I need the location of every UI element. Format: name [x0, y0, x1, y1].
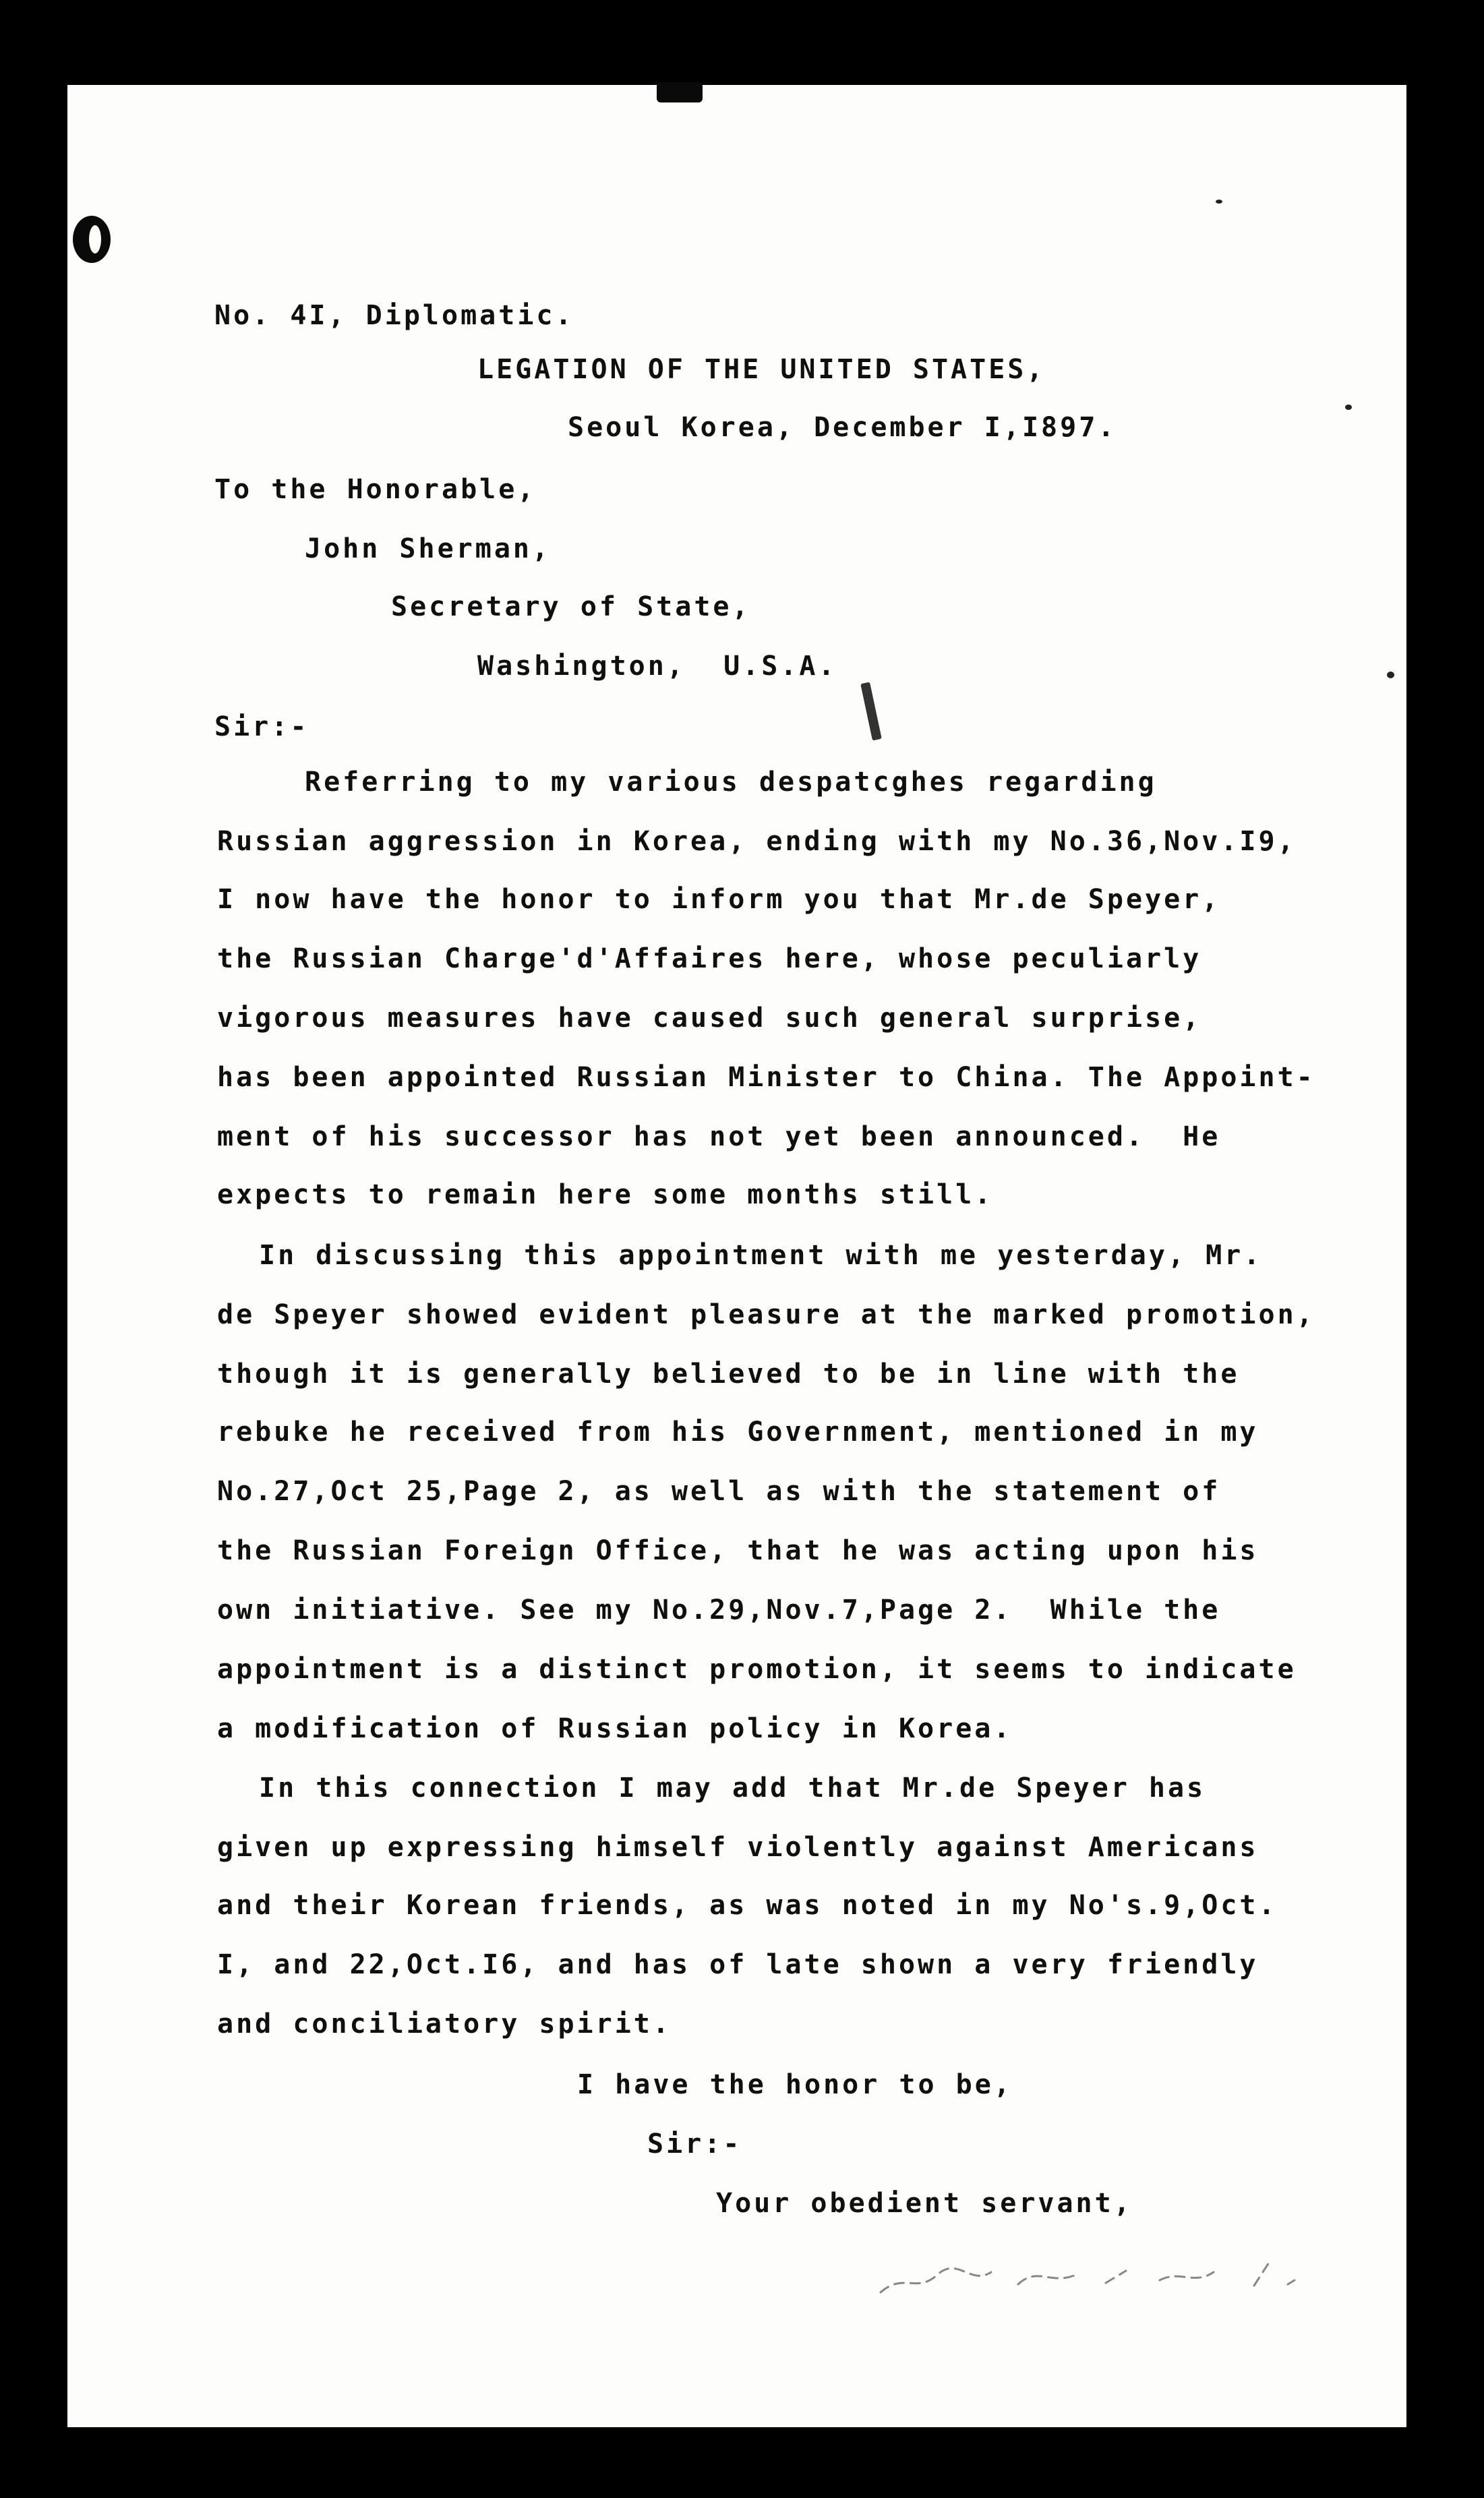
body-line: and their Korean friends, as was noted in my No's.9,Oct.	[217, 1890, 1278, 1921]
ink-speck	[1345, 405, 1352, 410]
legation-heading: LEGATION OF THE UNITED STATES,	[477, 354, 1046, 385]
body-line: and conciliatory spirit.	[217, 2009, 672, 2040]
body-line: a modification of Russian policy in Korea.	[217, 1713, 1013, 1744]
body-line: No.27,Oct 25,Page 2, as well as with the statement of	[217, 1476, 1221, 1507]
faint-signature	[877, 2245, 1342, 2306]
despatch-number: No. 4I, Diplomatic.	[214, 300, 574, 331]
salutation: Sir:-	[214, 711, 309, 742]
body-line: the Russian Charge'd'Affaires here, whose peculiarly	[217, 943, 1202, 974]
body-line: given up expressing himself violently against Americans	[217, 1832, 1259, 1863]
body-line: ment of his successor has not yet been announced. He	[217, 1121, 1221, 1152]
body-line: de Speyer showed evident pleasure at the marked promotion,	[217, 1299, 1315, 1330]
closing-line: I have the honor to be,	[577, 2069, 1013, 2100]
body-line: Referring to my various despatcghes regarding	[305, 767, 1157, 798]
address-line: To the Honorable,	[214, 474, 537, 505]
body-line: the Russian Foreign Office, that he was acting upon his	[217, 1535, 1259, 1566]
body-line: I, and 22,Oct.I6, and has of late shown a very friendly	[217, 1949, 1259, 1980]
closing-line: Your obedient servant,	[716, 2188, 1133, 2219]
body-line: has been appointed Russian Minister to China. The Appoint-	[217, 1062, 1315, 1093]
address-line: Secretary of State,	[391, 591, 751, 622]
address-line: Washington, U.S.A.	[477, 651, 837, 682]
place-and-date: Seoul Korea, December I,I897.	[568, 412, 1117, 443]
body-line: rebuke he received from his Government, mentioned in my	[217, 1417, 1259, 1448]
page-tab-mark	[657, 82, 703, 102]
body-line: expects to remain here some months still.	[217, 1179, 994, 1210]
body-line: own initiative. See my No.29,Nov.7,Page 2. While the	[217, 1595, 1221, 1626]
body-line: appointment is a distinct promotion, it seems to indicate	[217, 1654, 1297, 1685]
body-line: In this connection I may add that Mr.de Speyer has	[259, 1773, 1206, 1804]
punch-hole-mark	[73, 216, 111, 263]
ink-speck	[1387, 672, 1394, 678]
body-line: In discussing this appointment with me yesterday, Mr.	[259, 1240, 1263, 1271]
closing-line: Sir:-	[647, 2129, 742, 2160]
body-line: Russian aggression in Korea, ending with my No.36,Nov.I9,	[217, 826, 1297, 857]
body-line: I now have the honor to inform you that Mr.de Speyer,	[217, 884, 1221, 915]
body-line: though it is generally believed to be in line with the	[217, 1359, 1240, 1390]
body-line: vigorous measures have caused such general surprise,	[217, 1003, 1202, 1034]
ink-speck	[1216, 200, 1222, 204]
address-line: John Sherman,	[305, 533, 552, 564]
